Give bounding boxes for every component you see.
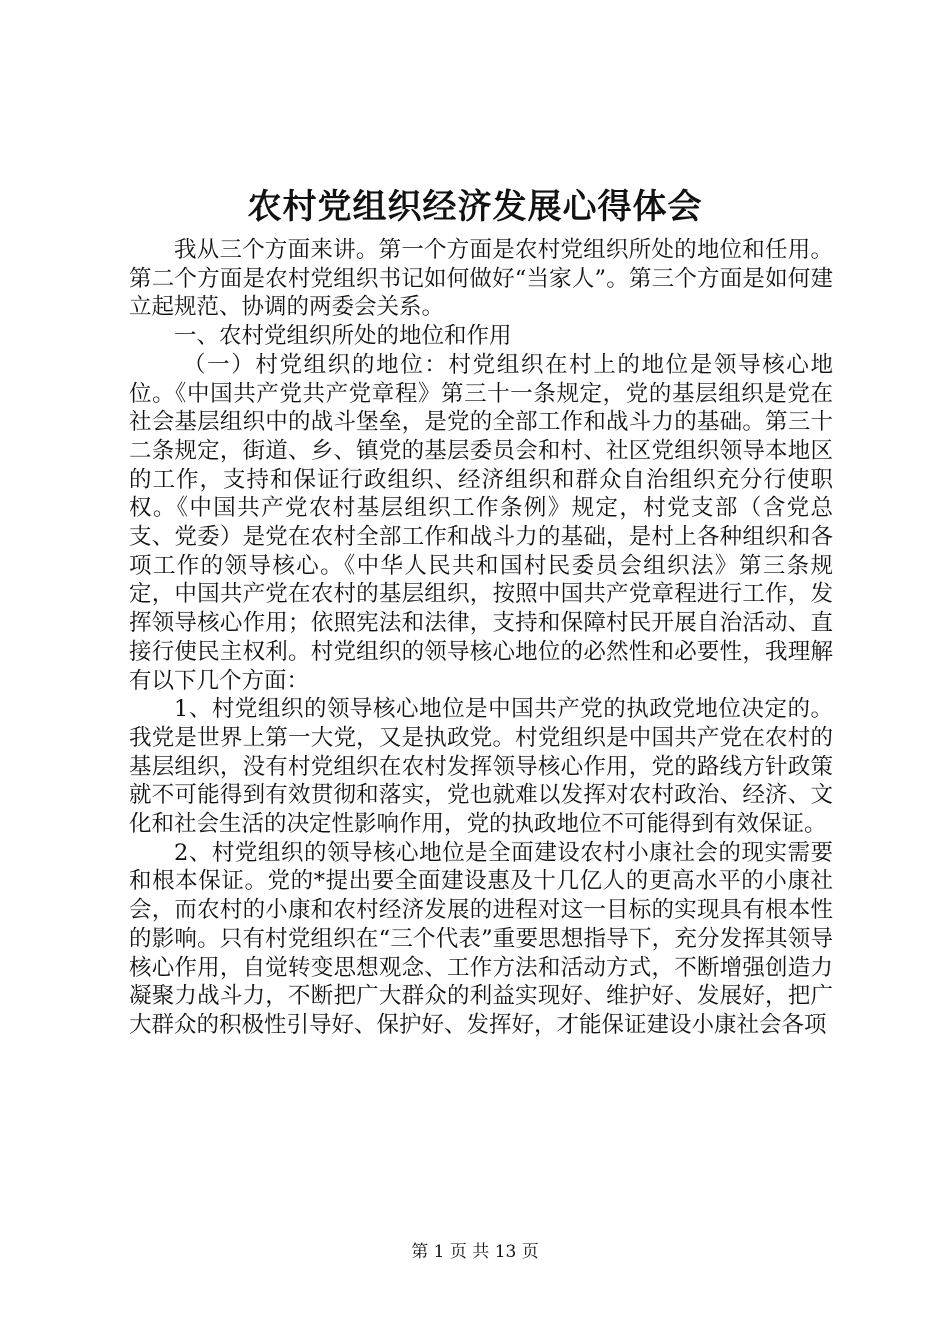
paragraph-subsection-1: （一）村党组织的地位：村党组织在村上的地位是领导核心地位。《中国共产党共产党章程》第三十一条规定，党的基层组织是党在社会基层组织中的战斗堡垒，是党的全部工作和战斗力的基础。第三十二条规定，街道、乡、镇党的基层委员会和村、社区党组织领导本地区的工作，支持和保证行政组织、经济组织和群众自治组织充分行使职权。《中国共产党农村基层组织工作条例》规定，村党支部（含党总支、党委）是党在农村全部工作和战斗力的基础，是村上各种组织和各项工作的领导核心。《中华人民共和国村民委员会组织法》第三条规定，中国共产党在农村的基层组织，按照中国共产党章程进行工作，发挥领导核心作用；依照宪法和法律，支持和保障村民开展自治活动、直接行使民主权利。村党组织的领导核心地位的必然性和必要性，我理解有以下几个方面： <box>129 351 833 694</box>
section-heading-1: 一、农村党组织所处的地位和作用 <box>174 323 512 350</box>
document-title: 农村党组织经济发展心得体会 <box>247 187 703 227</box>
page-footer: 第 1 页 共 13 页 <box>411 1242 539 1262</box>
paragraph-intro: 我从三个方面来讲。第一个方面是农村党组织所处的地位和任用。第二个方面是农村党组织书记如何做好“当家人”。第三个方面是如何建立起规范、协调的两委会关系。 <box>129 237 833 321</box>
document-body <box>129 236 833 1040</box>
paragraph-point-2: 2、村党组织的领导核心地位是全面建设农村小康社会的现实需要和根本保证。党的*提出要全面建设惠及十几亿人的更高水平的小康社会，而农村的小康和农村经济发展的进程对这一目标的实现具有根本性的影响。只有村党组织在“三个代表”重要思想指导下，充分发挥其领导核心作用，自觉转变思想观念、工作方法和活动方式，不断增强创造力凝聚力战斗力，不断把广大群众的利益实现好、维护好、发展好，把广大群众的积极性引导好、保护好、发挥好，才能保证建设小康社会各项 <box>129 839 833 1038</box>
paragraph-point-1: 1、村党组织的领导核心地位是中国共产党的执政党地位决定的。我党是世界上第一大党，又是执政党。村党组织是中国共产党在农村的基层组织，没有村党组织在农村发挥领导核心作用，党的路线方针政策就不可能得到有效贯彻和落实，党也就难以发挥对农村政治、经济、文化和社会生活的决定性影响作用，党的执政地位不可能得到有效保证。 <box>129 696 833 838</box>
